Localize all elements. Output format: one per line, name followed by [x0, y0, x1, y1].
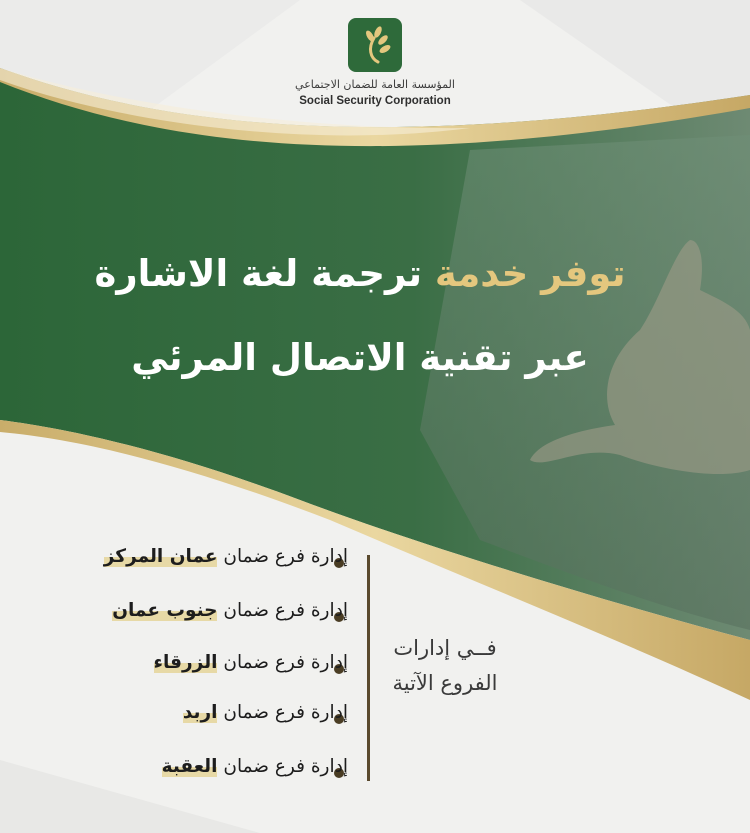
- logo-tile: [348, 18, 402, 72]
- branch-item: [112, 600, 348, 621]
- headline-line-1: [60, 252, 660, 295]
- branch-prefix: إدارة فرع ضمان: [223, 600, 348, 621]
- branch-name: عمان المركز: [103, 546, 218, 567]
- branch-item: [104, 546, 348, 567]
- branches-label-line-2: الفروع الآتية: [392, 671, 498, 695]
- branch-name: الزرقاء: [153, 652, 218, 673]
- branches-label-line-1: فــي إدارات: [393, 636, 497, 660]
- headline-text: ترجمة لغة الاشارة: [94, 252, 422, 295]
- branch-name: العقبة: [161, 756, 218, 777]
- branch-prefix: إدارة فرع ضمان: [223, 756, 348, 777]
- branch-item: [162, 756, 348, 777]
- branch-prefix: إدارة فرع ضمان: [223, 652, 348, 673]
- vertical-divider: [367, 555, 370, 781]
- org-name-english: Social Security Corporation: [299, 95, 451, 107]
- headline-line-2: عبر تقنية الاتصال المرئي: [131, 336, 589, 379]
- branch-name: اربد: [182, 702, 218, 723]
- leaf-emblem-icon: [348, 18, 402, 72]
- headline-highlight: توفر خدمة: [434, 252, 626, 295]
- branch-prefix: إدارة فرع ضمان: [223, 546, 348, 567]
- org-name-arabic: المؤسسة العامة للضمان الاجتماعي: [295, 78, 455, 91]
- branch-name: جنوب عمان: [112, 600, 218, 621]
- branch-prefix: إدارة فرع ضمان: [223, 702, 348, 723]
- branch-item: [183, 702, 348, 723]
- branch-item: [154, 652, 348, 673]
